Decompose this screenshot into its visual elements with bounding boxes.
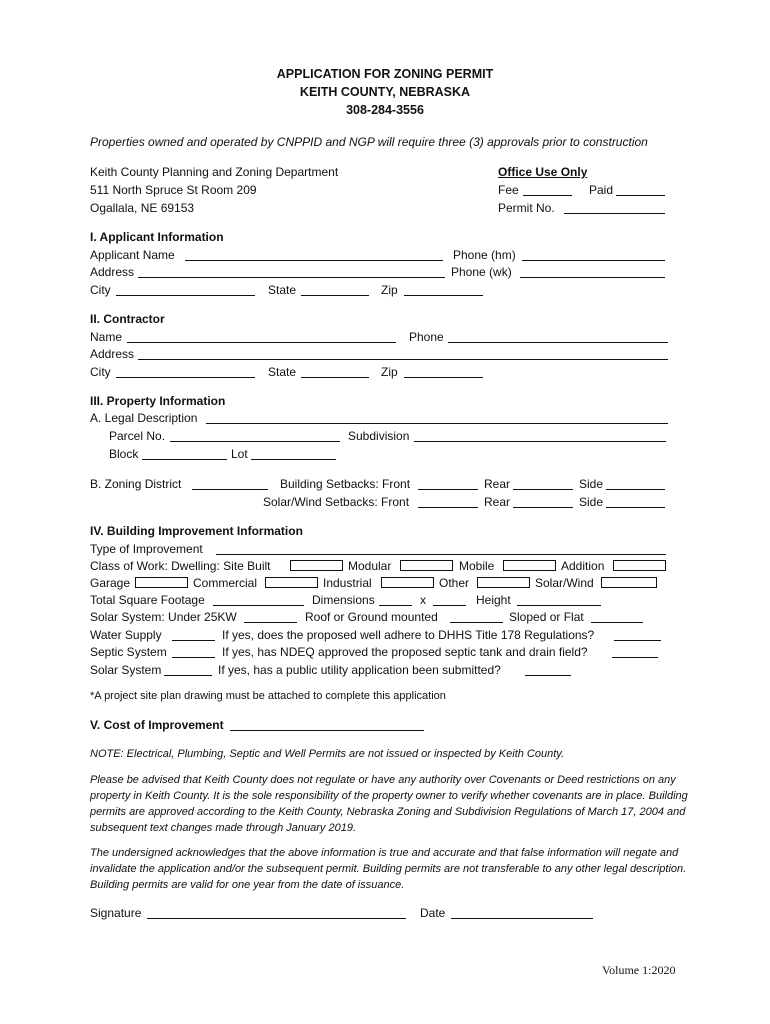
height-field[interactable] [517,605,601,606]
total-sqft-label: Total Square Footage [90,593,205,607]
applicant-address-field[interactable] [138,277,445,278]
phone-hm-field[interactable] [522,260,665,261]
solar-setback-front-field[interactable] [418,507,478,508]
cost-field[interactable] [230,730,424,731]
applicant-city-field[interactable] [116,295,255,296]
applicant-zip-field[interactable] [404,295,483,296]
contractor-city-label: City [90,365,111,379]
contractor-zip-label: Zip [381,365,398,379]
applicant-heading: I. Applicant Information [90,230,224,244]
solar-answer-field[interactable] [525,675,571,676]
contractor-state-field[interactable] [301,377,369,378]
class-of-work-label: Class of Work: Dwelling: Site Built [90,559,271,573]
building-heading: IV. Building Improvement Information [90,524,303,538]
contractor-name-label: Name [90,330,123,344]
building-setback-side-label: Side [579,477,604,491]
property-heading: III. Property Information [90,394,226,408]
phone-wk-field[interactable] [520,277,665,278]
sloped-flat-field[interactable] [591,622,643,623]
industrial-label: Industrial [323,576,372,590]
parcel-no-field[interactable] [170,441,340,442]
subdivision-label: Subdivision [348,429,410,443]
contractor-heading: II. Contractor [90,312,165,326]
permit-no-field[interactable] [564,213,665,214]
water-supply-label: Water Supply [90,628,162,642]
garage-checkbox[interactable] [135,577,188,588]
water-answer-field[interactable] [614,640,661,641]
volume-label: Volume 1:2020 [602,963,676,977]
solar-setback-rear-field[interactable] [513,507,573,508]
approval-notice: Properties owned and operated by CNPPID and NGP will require three (3) approvals prior to construction [90,135,648,149]
legal-description-label: A. Legal Description [90,411,198,425]
site-plan-note: *A project site plan drawing must be attached to complete this application [90,690,446,702]
solar-question: If yes, has a public utility application been submitted? [218,663,501,677]
addition-checkbox[interactable] [613,560,666,571]
solar-under-25kw-field[interactable] [244,622,297,623]
applicant-name-label: Applicant Name [90,248,175,262]
lot-field[interactable] [251,459,336,460]
water-question: If yes, does the proposed well adhere to DHHS Title 178 Regulations? [222,628,595,642]
contractor-phone-field[interactable] [448,342,668,343]
covenants-note: Please be advised that Keith County does not regulate or have any authority over Covenants or Deed restrictions on any property in Keith County. It is the sole responsibility of the property owner to verify whether covenants are in place. Building permits are approved according to the Keith County, Nebraska Zoning and Subdivision Regulations of March 17, 2004 and subsequent text changes made through January 2019. [90,774,688,834]
paid-field[interactable] [616,195,665,196]
modular-checkbox[interactable] [400,560,453,571]
date-label: Date [420,906,446,920]
cost-heading: V. Cost of Improvement [90,718,224,732]
phone-wk-label: Phone (wk) [451,265,512,279]
solar-setback-side-label: Side [579,495,604,509]
dept-city: Ogallala, NE 69153 [90,201,195,215]
applicant-name-field[interactable] [185,260,443,261]
height-label: Height [476,593,511,607]
roof-ground-label: Roof or Ground mounted [305,610,438,624]
contractor-city-field[interactable] [116,377,255,378]
water-supply-field[interactable] [172,640,215,641]
contractor-address-label: Address [90,347,135,361]
contractor-zip-field[interactable] [404,377,483,378]
other-label: Other [439,576,470,590]
solar-setback-rear-label: Rear [484,495,511,509]
industrial-checkbox[interactable] [381,577,434,588]
type-of-improvement-label: Type of Improvement [90,542,203,556]
commercial-label: Commercial [193,576,258,590]
mobile-label: Mobile [459,559,495,573]
solar-wind-label: Solar/Wind [535,576,594,590]
permits-note: NOTE: Electrical, Plumbing, Septic and Well Permits are not issued or inspected by Keith County. [90,748,565,760]
contractor-address-field[interactable] [138,359,668,360]
septic-system-label: Septic System [90,645,167,659]
total-sqft-field[interactable] [213,605,304,606]
other-checkbox[interactable] [477,577,530,588]
solar-system-label: Solar System [90,663,162,677]
block-field[interactable] [142,459,227,460]
parcel-no-label: Parcel No. [109,429,166,443]
solar-setback-side-field[interactable] [606,507,665,508]
solar-setback-front-label: Solar/Wind Setbacks: Front [263,495,410,509]
paid-label: Paid [589,183,614,197]
building-setback-rear-label: Rear [484,477,511,491]
signature-field[interactable] [147,918,406,919]
commercial-checkbox[interactable] [265,577,318,588]
date-field[interactable] [451,918,593,919]
form-title: APPLICATION FOR ZONING PERMIT [276,67,494,81]
contractor-name-field[interactable] [127,342,396,343]
building-setback-rear-field[interactable] [513,489,573,490]
fee-field[interactable] [523,195,572,196]
zoning-district-label: B. Zoning District [90,477,182,491]
roof-ground-field[interactable] [450,622,503,623]
dimensions-length-field[interactable] [433,605,466,606]
applicant-zip-label: Zip [381,283,398,297]
zoning-district-field[interactable] [192,489,268,490]
subdivision-field[interactable] [414,441,666,442]
building-setback-side-field[interactable] [606,489,665,490]
garage-label: Garage [90,576,131,590]
septic-answer-field[interactable] [612,657,658,658]
applicant-city-label: City [90,283,111,297]
addition-label: Addition [561,559,605,573]
septic-system-field[interactable] [172,657,215,658]
type-of-improvement-field[interactable] [216,554,666,555]
county-name: KEITH COUNTY, NEBRASKA [299,85,471,99]
dimensions-x-label: x [420,593,426,607]
sloped-flat-label: Sloped or Flat [509,610,584,624]
dept-street: 511 North Spruce St Room 209 [90,183,257,197]
modular-label: Modular [348,559,392,573]
signature-label: Signature [90,906,142,920]
permit-no-label: Permit No. [498,201,555,215]
applicant-state-field[interactable] [301,295,369,296]
site-built-checkbox[interactable] [290,560,343,571]
building-setback-front-field[interactable] [418,489,478,490]
block-label: Block [109,447,139,461]
mobile-checkbox[interactable] [503,560,556,571]
contractor-state-label: State [268,365,297,379]
acknowledgement-note: The undersigned acknowledges that the above information is true and accurate and that false information will negate and invalidate the application and/or the subsequent permit. Building permits are not transferable to any other legal description. Building permits are valid for one year from the date of issuance. [90,847,687,891]
solar-system-field[interactable] [164,675,212,676]
dimensions-width-field[interactable] [379,605,412,606]
contractor-phone-label: Phone [409,330,444,344]
phone-hm-label: Phone (hm) [453,248,516,262]
county-phone: 308-284-3556 [346,103,424,117]
septic-question: If yes, has NDEQ approved the proposed septic tank and drain field? [222,645,588,659]
applicant-address-label: Address [90,265,135,279]
dept-name: Keith County Planning and Zoning Department [90,165,339,179]
office-use-title: Office Use Only [498,165,588,179]
solar-wind-checkbox[interactable] [601,577,657,588]
dimensions-label: Dimensions [312,593,375,607]
solar-under-25kw-label: Solar System: Under 25KW [90,610,237,624]
lot-label: Lot [231,447,248,461]
building-setback-front-label: Building Setbacks: Front [280,477,411,491]
applicant-state-label: State [268,283,297,297]
legal-description-field[interactable] [206,423,668,424]
fee-label: Fee [498,183,519,197]
